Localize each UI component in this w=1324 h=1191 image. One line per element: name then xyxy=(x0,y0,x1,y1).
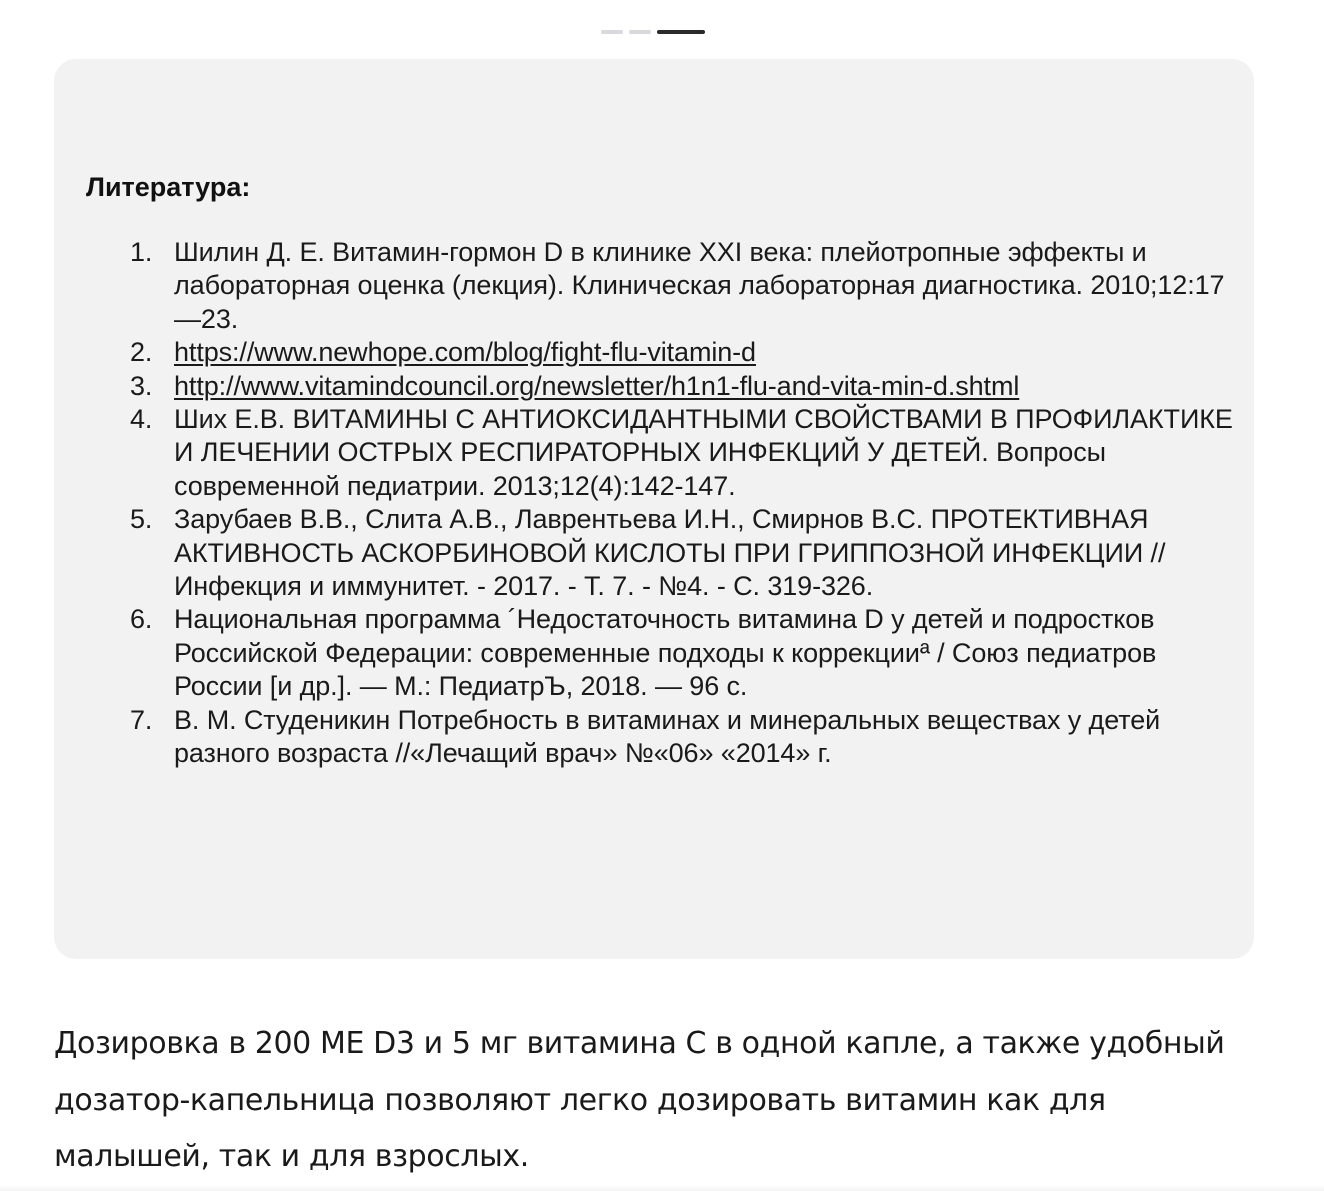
references-heading: Литература: xyxy=(86,172,251,202)
reference-number: 3. xyxy=(130,370,153,401)
bottom-edge xyxy=(0,1185,1324,1191)
reference-number: 1. xyxy=(130,237,153,267)
reference-text: Ших Е.В. ВИТАМИНЫ С АНТИОКСИДАНТНЫМИ СВОЙСТВАМИ В ПРОФИЛАКТИКЕ И ЛЕЧЕНИИ ОСТРЫХ РЕСПИРАТОРНЫХ ИНФЕКЦИЙ У ДЕТЕЙ. Вопросы современной педиатрии. 2013;12(4):142-147. xyxy=(174,404,1233,501)
reference-text: Шилин Д. Е. Витамин-гормон D в клинике XXI века: плейотропные эффекты и лабораторная оценка (лекция). Клиническая лабораторная диагностика. 2010;12:17—23. xyxy=(174,237,1225,334)
slide-image-card[interactable] xyxy=(54,59,1254,959)
reference-text: Зарубаев В.В., Слита А.В., Лаврентьева И.Н., Смирнов В.С. ПРОТЕКТИВНАЯ АКТИВНОСТЬ АСКОРБИНОВОЙ КИСЛОТЫ ПРИ ГРИППОЗНОЙ ИНФЕКЦИИ // Инфекция и иммунитет. - 2017. - Т. 7. - №4. - С. 319-326. xyxy=(174,504,1166,602)
reference-item xyxy=(54,603,1244,703)
reference-number: 5. xyxy=(130,504,153,535)
reference-text: Национальная программа ´Недостаточность витамина D у детей и подростков Российской Федерации: современные подходы к коррекцииª / Союз педиатров России [и др.]. — М.: ПедиатрЪ, 2018. — 96 с. xyxy=(174,604,1157,702)
product-description: Дозировка в 200 МЕ D3 и 5 мг витамина С в одной капле, а также удобный дозатор-капельница позволяют легко дозировать витамин как для малышей, так и для взрослых. xyxy=(54,1026,1225,1174)
reference-item[interactable] xyxy=(54,336,1244,369)
reference-number: 2. xyxy=(130,337,153,368)
reference-number: 6. xyxy=(130,604,153,635)
reference-item[interactable] xyxy=(54,370,1244,403)
reference-item xyxy=(54,236,1244,336)
carousel-dot-3-active[interactable] xyxy=(657,30,705,34)
references-list xyxy=(54,236,1244,771)
reference-link[interactable]: http://www.vitamindcouncil.org/newsletter/h1n1-flu-and-vita-min-d.shtml xyxy=(174,370,1020,401)
reference-item xyxy=(54,704,1244,771)
reference-link[interactable]: https://www.newhope.com/blog/fight-flu-vitamin-d xyxy=(174,337,756,368)
reference-number: 7. xyxy=(130,704,153,735)
reference-number: 4. xyxy=(130,404,153,435)
reference-item xyxy=(54,403,1244,503)
carousel-dot-2[interactable] xyxy=(629,30,651,34)
reference-text: В. М. Студеникин Потребность в витаминах и минеральных веществах у детей разного возраста //«Лечащий врач» №«06» «2014» г. xyxy=(174,704,1161,769)
carousel-dot-1[interactable] xyxy=(601,30,623,34)
reference-item xyxy=(54,503,1244,603)
carousel-pager xyxy=(601,30,705,34)
